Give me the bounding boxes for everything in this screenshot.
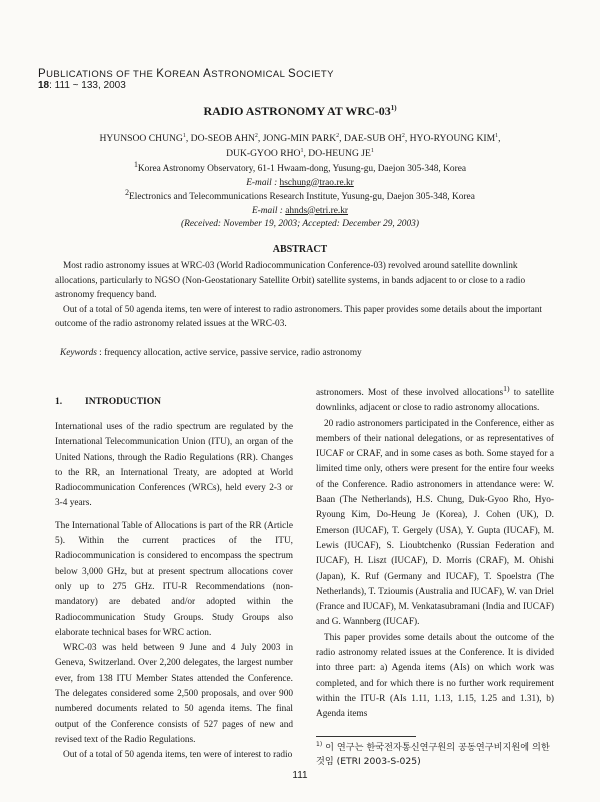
keywords: Keywords : frequency allocation, active service, passive service, radio astronomy [60,348,362,358]
body-paragraph: astronomers. Most of these involved allocations$^{1)}$ to satellite downlinks, adjacent or close to radio astronomy allocations. [316,383,554,414]
journal-volume: 18: 111 ~ 133, 2003 [38,80,126,91]
paper-title: RADIO ASTRONOMY AT WRC-03$^{1)}$ [203,104,397,118]
affiliation-2: $^2$Electronics and Telecommunications Research Institute, Yusung-gu, Daejon 305-348, Korea E-mail : ahnds@etri.re.kr (Received: November 19, 2003; Accepted: December 29, 2003) [40,191,560,232]
email-link[interactable]: hschung@trao.re.kr [279,177,354,188]
author-list [60,131,540,161]
title-footnote-mark: 1) [390,104,397,112]
abstract-body [55,259,547,332]
email-link[interactable]: ahnds@etri.re.kr [285,205,349,216]
page-number: 111 [292,770,308,781]
body-paragraph: WRC-03 was held between 9 June and 4 July 2003 in Geneva, Switzerland. Over 2,200 delegates, the largest number ever, from 138 ITU Member States attended the Conference. The delegates considered some 2,500 proposals, and over 900 numbered documents related to 50 agenda items. The final output of the Conference consists of 527 pages of new and revised text of the Radio Regulations. [55,643,293,745]
footnote-mark: 1) [503,383,510,393]
section-heading: 1. INTRODUCTION [55,397,162,407]
body-paragraph: This paper provides some details about the outcome of the radio astronomy related issues at the Conference. It is divided into three part: a) Agenda items (AIs) on which work was completed, and for which there is no further work requirement within the ITU-R (AIs 1.11, 1.13, 1.15, 1.25 and 1.31), b) Agenda items [316,632,554,720]
body-paragraph: The International Table of Allocations is part of the RR (Article 5). Within the current practices of the ITU, Radiocommunication is considered to encompass the spectrum below 3,000 GHz, but at present spectrum allocations cover only up to 275 GHz. ITU-R Recommendations (non-mandatory) are debated and/or adopted within the Radiocommunication Study Groups. Study Groups also elaborate technical bases for WRC action. [55,520,293,638]
author-line-2: DUK-GYOO RHO$^1$, DO-HEUNG $JE^1$ [226,147,374,159]
left-column [55,420,293,764]
footnote-divider [316,736,416,737]
body-paragraph: 20 radio astronomers participated in the Conference, either as members of their national delegations, or as representatives of IUCAF or CRAF, and in some cases as both. Some stayed for a limited time only, others were present for the entire four weeks of the Conference. Radio astronomers in attendance were: W. Baan (The Netherlands), H.S. Chung, Duk-Gyoo Rho, Hyo-Ryoung Kim, Do-Heung Je (Korea), J. Cohen (UK), D. Emerson (IUCAF), T. Gergely (USA), Y. Gupta (IUCAF), M. Lewis (IUCAF), S. Lioubtchenko (Russian Federation and IUCAF), H. Liszt (IUCAF), D. Morris (CRAF), M. Ohishi (Japan), K. Ruf (Germany and IUCAF), T. Spoelstra (The Netherlands), T. Tzioumis (Australia and IUCAF), W. van Driel (France and IUCAF), M. Venkatasubramani (India and IUCAF) and G. Wannberg (IUCAF). [316,418,554,628]
footnote: $^{1)}$ 이 연구는 한국전자통신연구원의 공동연구비지원에 의한 것임 (ETRI 2003-S-025) [316,740,550,767]
journal-name: PUBLICATIONS OF THE KOREAN ASTRONOMICAL SOCIETY [38,68,334,80]
abstract-paragraph: Out of a total of 50 agenda items, ten were of interest to radio astronomers. This paper provides some details about the important outcome of the radio astronomy related issues at the WRC-03. [55,304,543,329]
abstract-paragraph: Most radio astronomy issues at WRC-03 (World Radiocommunication Conference-03) revolved around satellite downlink allocations, particularly to NGSO (Non-Geostationary Satellite Orbit) satellite systems, in bands adjacent to or close to a radio astronomy frequency band. [55,261,526,300]
body-paragraph: International uses of the radio spectrum are regulated by the International Telecommunication Union (ITU), an organ of the United Nations, through the Radio Regulations (RR). Changes to the RR, an International Treaty, are adopted at World Radiocommunication Conferences (WRCs), held every 2-3 or 3-4 years. [55,422,293,509]
right-column [316,383,554,723]
received-dates: (Received: November 19, 2003; Accepted: December 29, 2003) [180,219,419,229]
body-paragraph: Out of a total of 50 agenda items, ten were of interest to radio [63,750,293,761]
affiliation-1: $^1$Korea Astronomy Observatory, 61-1 Hwaam-dong, Yusung-gu, Daejon 305-348, Korea E-mail : hschung@trao.re.kr [133,159,467,188]
author-line-1: HYUNSOO CHUNG$^1$, DO-SEOB AHN$^2$, JONG-MIN PARK$^2$, DAE-SUB $OH^2$, HYO-RYOUNG KIM$^1$, [99,132,501,144]
abstract-heading: ABSTRACT [272,244,328,255]
